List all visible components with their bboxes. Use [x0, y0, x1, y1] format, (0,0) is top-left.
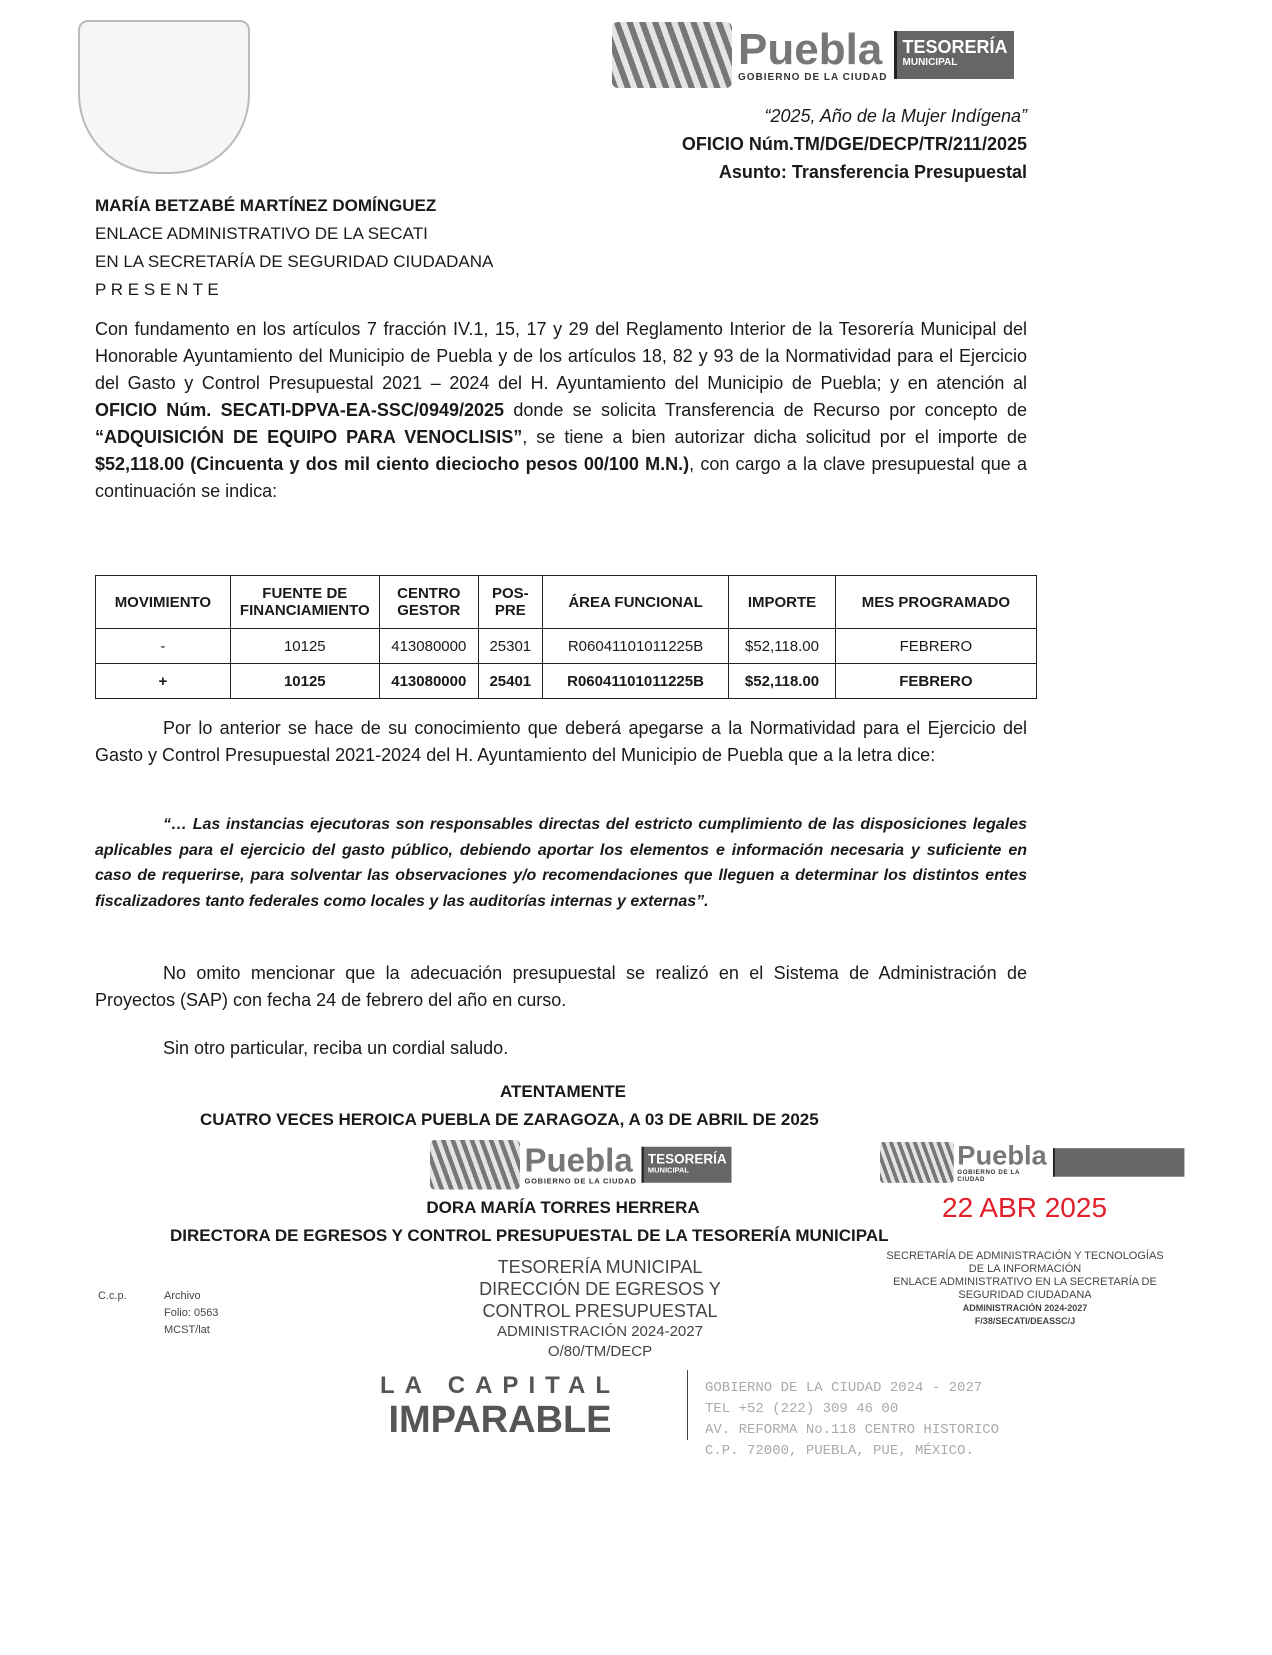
stamp-badge	[641, 1147, 731, 1183]
cell: -	[96, 629, 231, 664]
ccp-label: C.c.p.	[98, 1290, 127, 1302]
oficio-number: OFICIO Núm.TM/DGE/DECP/TR/211/2025	[681, 134, 1027, 154]
footer-divider	[687, 1370, 688, 1440]
secati-emblem-icon	[880, 1142, 954, 1183]
footer-line: TEL +52 (222) 309 46 00	[705, 1401, 899, 1417]
logo-badge	[894, 31, 1014, 79]
legal-quote: “… Las instancias ejecutoras son responsables directas del estricto cumplimiento de las disposiciones legales aplicables para el ejercicio del gasto público, debiendo aportar los elementos e información necesaria y suficiente en caso de requerirse, para solventar las observaciones y/o recomendaciones que lleguen a determinar los distintos entes fiscalizadores tanto federales como locales y las auditorías internas y externas”.	[95, 816, 1027, 910]
stamp-emblem-icon	[430, 1140, 520, 1190]
logo-emblem-icon	[612, 22, 732, 88]
p1-text: Con fundamento en los artículos 7 fracción IV.1, 15, 17 y 29 del Reglamento Interior de la Tesorería Municipal del Honorable Ayuntamiento del Municipio de Puebla y de los artículos 18, 82 y 93 de la Normatividad para el Ejercicio del Gasto y Control Presupuestal 2021 – 2024 del H. Ayuntamiento del Municipio de Puebla; y en atención al	[95, 319, 1027, 393]
slogan	[380, 1372, 620, 1440]
secati-logo-text: Puebla	[957, 1140, 1047, 1171]
budget-table	[95, 575, 1037, 699]
col-header: MOVIMIENTO	[96, 576, 231, 629]
logo-badge-sub: MUNICIPAL	[902, 57, 958, 68]
col-header: FUENTE DE FINANCIAMIENTO	[230, 576, 379, 629]
col-header: POS-PRE	[478, 576, 542, 629]
table-row	[96, 629, 1037, 664]
p1-concept: “ADQUISICIÓN DE EQUIPO PARA VENOCLISIS”	[95, 427, 523, 447]
cell: +	[96, 664, 231, 699]
paragraph-3: No omito mencionar que la adecuación presupuestal se realizó en el Sistema de Administración de Proyectos (SAP) con fecha 24 de febrero del año en curso.	[95, 963, 1027, 1010]
stamp-badge-text: TESORERÍA	[647, 1151, 727, 1167]
table-row	[96, 664, 1037, 699]
col-header: IMPORTE	[729, 576, 835, 629]
puebla-tesoreria-logo	[612, 22, 1014, 88]
presente: P R E S E N T E	[95, 280, 219, 299]
col-header: ÁREA FUNCIONAL	[542, 576, 728, 629]
ccp-item: Folio: 0563	[164, 1307, 219, 1319]
p1-oficio-ref: OFICIO Núm. SECATI-DPVA-EA-SSC/0949/2025	[95, 400, 505, 420]
signatory-title: DIRECTORA DE EGRESOS Y CONTROL PRESUPUESTAL DE LA TESORERÍA MUNICIPAL	[170, 1226, 889, 1245]
recipient-block	[95, 192, 493, 304]
paragraph-1	[95, 316, 1027, 505]
subject: Asunto: Transferencia Presupuestal	[718, 162, 1027, 182]
cell: R06041101011225B	[542, 629, 728, 664]
col-header: MES PROGRAMADO	[835, 576, 1036, 629]
received-date-stamp: 22 ABR 2025	[942, 1192, 1108, 1223]
stamp-line: ADMINISTRACIÓN 2024-2027	[962, 1303, 1088, 1313]
stamp-badge-sub: MUNICIPAL	[647, 1166, 690, 1175]
secati-stamp	[880, 1250, 1170, 1328]
p1-text: , con cargo a la clave presupuestal que a continuación se indica:	[95, 454, 1027, 501]
motto: “2025, Año de la Mujer Indígena”	[764, 106, 1027, 126]
signatory-name: DORA MARÍA TORRES HERRERA	[426, 1198, 700, 1217]
slogan-line2: IMPARABLE	[388, 1399, 612, 1441]
cell: 10125	[230, 629, 379, 664]
stamp-line: F/38/SECATI/DEASSC/J	[974, 1316, 1076, 1326]
cell: FEBRERO	[835, 664, 1036, 699]
footer-line: C.P. 72000, PUEBLA, PUE, MÉXICO.	[705, 1443, 974, 1459]
recipient-line1: ENLACE ADMINISTRATIVO DE LA SECATI	[95, 224, 428, 243]
cell: 25301	[478, 629, 542, 664]
stamp-line: TESORERÍA MUNICIPAL	[497, 1257, 703, 1277]
stamp-line: ADMINISTRACIÓN 2024-2027	[497, 1323, 703, 1340]
cell: R06041101011225B	[542, 664, 728, 699]
stamp-logo-sub: GOBIERNO DE LA CIUDAD	[524, 1177, 637, 1186]
stamp-line: SEGURIDAD CIUDADANA	[958, 1289, 1092, 1301]
cell: FEBRERO	[835, 629, 1036, 664]
atentamente: ATENTAMENTE	[500, 1082, 626, 1101]
logo-sub: GOBIERNO DE LA CIUDAD	[738, 71, 888, 83]
cell: $52,118.00	[729, 629, 835, 664]
table-header-row	[96, 576, 1037, 629]
ccp-list	[164, 1288, 218, 1339]
stamp-line: DE LA INFORMACIÓN	[968, 1263, 1082, 1275]
p1-text: , se tiene a bien autorizar dicha solicitud por el importe de	[522, 427, 1027, 447]
col-header: CENTRO GESTOR	[379, 576, 478, 629]
ccp-item: Archivo	[164, 1290, 201, 1302]
stamp-logo-text: Puebla	[524, 1141, 633, 1179]
cell: $52,118.00	[729, 664, 835, 699]
footer-line: GOBIERNO DE LA CIUDAD 2024 - 2027	[705, 1380, 983, 1396]
p1-amount: $52,118.00 (Cincuenta y dos mil ciento dieciocho pesos 00/100 M.N.)	[95, 454, 690, 474]
footer-line: AV. REFORMA No.118 CENTRO HISTORICO	[705, 1422, 1000, 1438]
stamp-line: SECRETARÍA DE ADMINISTRACIÓN Y TECNOLOGÍAS	[886, 1250, 1164, 1262]
ccp-item: MCST/lat	[164, 1324, 210, 1336]
municipal-seal	[78, 20, 250, 174]
stamp-line: O/80/TM/DECP	[547, 1343, 653, 1360]
place-date: CUATRO VECES HEROICA PUEBLA DE ZARAGOZA, A 03 DE ABRIL DE 2025	[200, 1110, 819, 1129]
paragraph-4: Sin otro particular, reciba un cordial saludo.	[163, 1038, 509, 1058]
secati-stamp-logo	[880, 1142, 1185, 1183]
tesoreria-stamp	[440, 1256, 760, 1362]
secati-logo-sub: GOBIERNO DE LA CIUDAD	[957, 1169, 1020, 1183]
logo-badge-text: TESORERÍA	[902, 37, 1008, 57]
logo-text: Puebla	[738, 24, 883, 74]
paragraph-2: Por lo anterior se hace de su conocimiento que deberá apegarse a la Normatividad para el Ejercicio del Gasto y Control Presupuestal 2021-2024 del H. Ayuntamiento del Municipio de Puebla que a la letra dice:	[95, 718, 1027, 765]
tesoreria-stamp-logo	[430, 1140, 731, 1190]
slogan-line1: LA CAPITAL	[380, 1372, 620, 1399]
recipient-line2: EN LA SECRETARÍA DE SEGURIDAD CIUDADANA	[95, 252, 494, 271]
cell: 413080000	[379, 629, 478, 664]
recipient-name: MARÍA BETZABÉ MARTÍNEZ DOMÍNGUEZ	[95, 196, 437, 215]
cell: 10125	[230, 664, 379, 699]
footer-contact	[705, 1378, 999, 1462]
cell: 25401	[478, 664, 542, 699]
p1-text: donde se solicita Transferencia de Recurso por concepto de	[504, 400, 1027, 420]
stamp-line: DIRECCIÓN DE EGRESOS Y	[479, 1279, 721, 1299]
cell: 413080000	[379, 664, 478, 699]
stamp-line: ENLACE ADMINISTRATIVO EN LA SECRETARÍA DE	[893, 1276, 1157, 1288]
secati-badge	[1053, 1148, 1185, 1177]
stamp-line: CONTROL PRESUPUESTAL	[482, 1301, 718, 1321]
